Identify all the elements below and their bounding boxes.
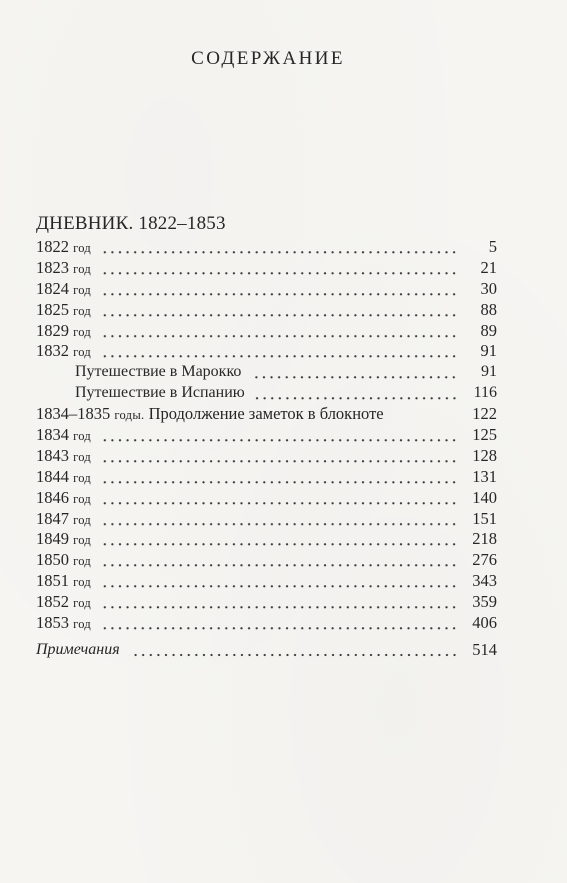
entry-page-number: 514 <box>472 639 497 659</box>
dot-leader <box>129 639 458 661</box>
toc-notes-entry <box>36 639 497 661</box>
toc-entry <box>36 321 497 342</box>
toc-entry <box>36 425 497 446</box>
entry-label <box>36 529 91 551</box>
toc-entry <box>36 446 497 467</box>
entry-page-number: 116 <box>473 384 497 402</box>
entry-year: 1829 <box>36 320 69 340</box>
dot-leader <box>100 488 458 509</box>
toc-entry <box>36 341 497 362</box>
dot-leader <box>100 321 458 342</box>
entry-suffix: год <box>73 491 92 506</box>
toc-entry <box>36 300 497 321</box>
entry-page-number: 21 <box>480 257 497 277</box>
entry-suffix: год <box>73 512 92 527</box>
entry-year: 1851 <box>36 571 69 591</box>
entry-suffix: год <box>73 303 92 318</box>
dot-leader <box>100 592 458 613</box>
entry-page-number: 131 <box>472 466 497 486</box>
entry-label <box>36 571 91 593</box>
entry-label <box>36 404 384 426</box>
entry-suffix: год <box>73 449 92 464</box>
entry-label <box>36 341 91 363</box>
entry-year: 1843 <box>36 445 69 465</box>
entry-suffix: год <box>73 345 92 360</box>
dot-leader <box>100 341 458 362</box>
entry-suffix: год <box>73 554 92 569</box>
entry-year: 1847 <box>36 508 69 528</box>
toc-entry <box>36 279 497 300</box>
entry-year: 1825 <box>36 299 69 319</box>
entry-label <box>36 613 91 635</box>
toc-entry <box>36 237 497 258</box>
entry-page-number: 140 <box>472 487 497 507</box>
page-title: СОДЕРЖАНИЕ <box>191 48 345 69</box>
entry-page-number: 359 <box>472 592 497 612</box>
toc-entry <box>36 613 497 634</box>
entry-page-number: 218 <box>472 529 497 549</box>
entry-page-number: 151 <box>472 508 497 528</box>
entry-year: 1823 <box>36 257 69 277</box>
toc-subentry <box>36 362 497 383</box>
entry-title: Продолжение заметок в блокноте <box>148 404 384 424</box>
entry-year: 1852 <box>36 592 69 612</box>
entry-page-number: 128 <box>472 445 497 465</box>
entry-year: 1822 <box>36 237 69 256</box>
entry-year: 1850 <box>36 550 69 570</box>
toc-entry <box>36 404 497 425</box>
entry-label <box>36 258 91 280</box>
entry-label <box>36 446 91 468</box>
section-heading: ДНЕВНИК. 1822–1853 <box>36 213 226 234</box>
entry-page-number: 5 <box>488 237 497 256</box>
entry-year: 1853 <box>36 613 69 633</box>
entry-page-number: 30 <box>480 278 497 298</box>
dot-leader <box>254 383 458 404</box>
toc-entry <box>36 488 497 509</box>
entry-year: 1844 <box>36 466 69 486</box>
entry-suffix: год <box>73 470 92 485</box>
entry-suffix: год <box>73 596 92 611</box>
dot-leader <box>250 362 458 383</box>
entry-label <box>36 279 91 301</box>
dot-leader <box>100 300 458 321</box>
dot-leader <box>100 446 458 467</box>
entry-suffix: год <box>73 324 92 339</box>
entry-suffix: год <box>73 575 92 590</box>
entry-page-number: 91 <box>481 363 497 381</box>
entry-page-number: 125 <box>472 425 497 445</box>
subentry-title: Путешествие в Марокко <box>75 363 242 381</box>
entry-year: 1832 <box>36 341 69 361</box>
entry-page-number: 406 <box>472 613 497 633</box>
dot-leader <box>100 613 458 634</box>
entry-page-number: 89 <box>480 320 497 340</box>
dot-leader <box>100 571 458 592</box>
entry-year: 1834–1835 <box>36 404 111 424</box>
notes-title: Примечания <box>36 640 120 658</box>
entry-year: 1849 <box>36 529 69 549</box>
toc-entry <box>36 509 497 530</box>
entry-year: 1846 <box>36 487 69 507</box>
dot-leader <box>100 237 458 258</box>
dot-leader <box>100 467 458 488</box>
subentry-title: Путешествие в Испанию <box>75 384 245 402</box>
entry-label <box>36 425 91 447</box>
entry-year: 1834 <box>36 425 69 445</box>
entry-label <box>36 550 91 572</box>
entry-page-number: 122 <box>472 404 497 424</box>
entry-label <box>36 488 91 510</box>
entry-year: 1824 <box>36 278 69 298</box>
dot-leader <box>100 279 458 300</box>
entry-page-number: 91 <box>480 341 497 361</box>
entry-page-number: 343 <box>472 571 497 591</box>
toc-entry <box>36 571 497 592</box>
entry-label <box>36 300 91 322</box>
toc-entry <box>36 258 497 279</box>
toc-list <box>36 237 497 661</box>
entry-label <box>36 467 91 489</box>
toc-entry <box>36 529 497 550</box>
entry-page-number: 276 <box>472 550 497 570</box>
entry-suffix: год <box>73 533 92 548</box>
toc-subentry <box>36 383 497 404</box>
entry-label <box>36 592 91 614</box>
dot-leader <box>100 258 458 279</box>
entry-suffix: год <box>73 617 92 632</box>
entry-label <box>36 237 91 259</box>
entry-suffix: год <box>73 429 92 444</box>
dot-leader <box>100 529 458 550</box>
entry-label <box>36 509 91 531</box>
toc-entry <box>36 592 497 613</box>
entry-suffix: годы. <box>114 408 145 423</box>
toc-entry <box>36 550 497 571</box>
entry-page-number: 88 <box>480 299 497 319</box>
dot-leader <box>100 509 458 530</box>
entry-label <box>36 321 91 343</box>
entry-suffix: год <box>73 241 92 255</box>
dot-leader <box>100 425 458 446</box>
entry-suffix: год <box>73 282 92 297</box>
dot-leader <box>100 550 458 571</box>
entry-suffix: год <box>73 261 92 276</box>
toc-entry <box>36 467 497 488</box>
